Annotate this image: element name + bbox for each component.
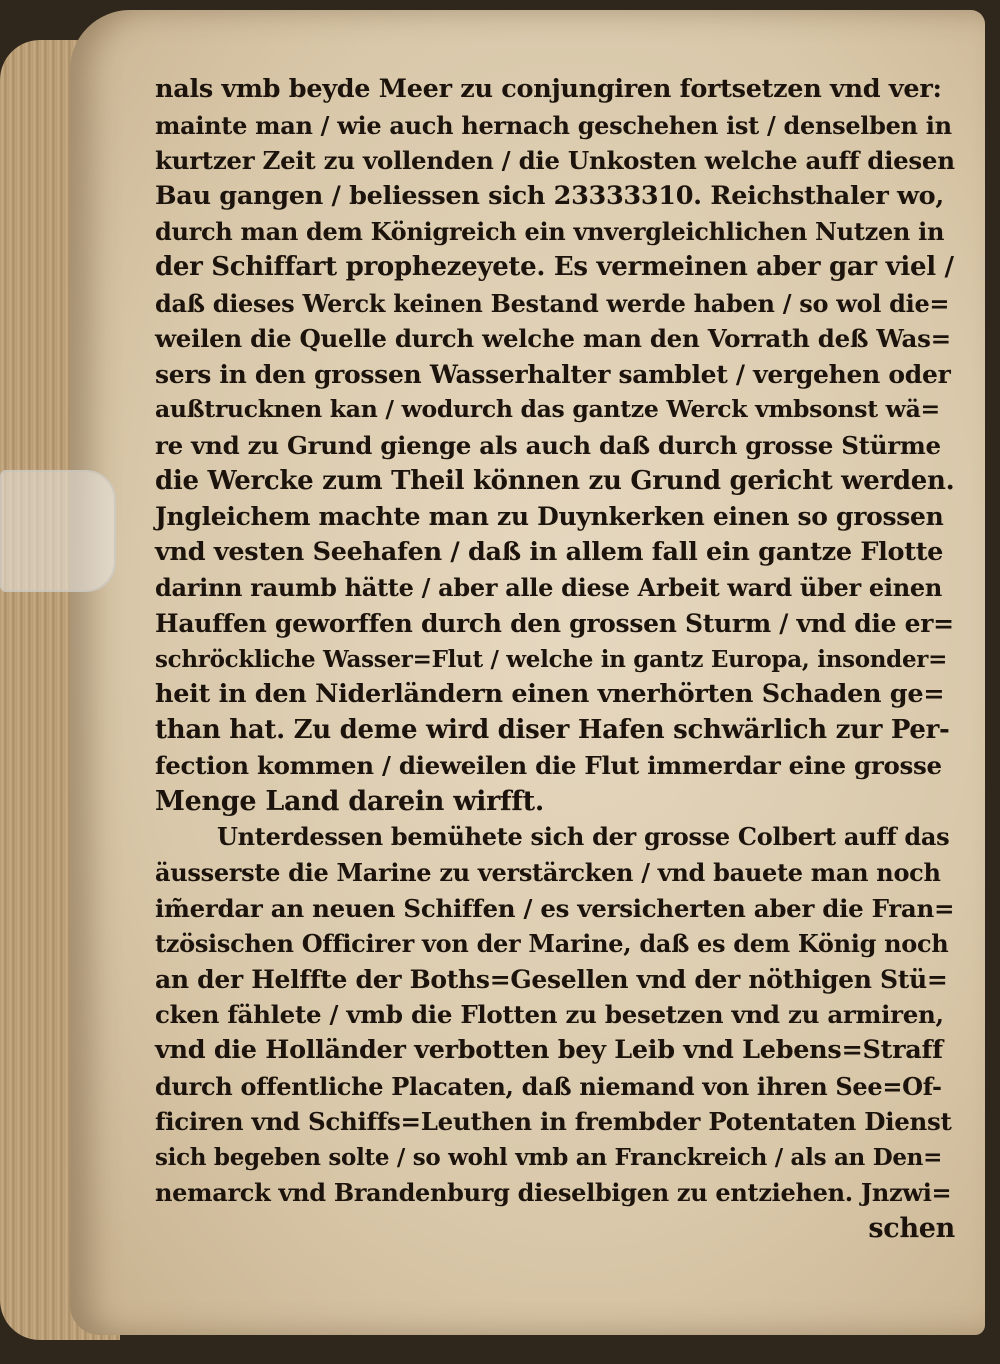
- text-line: nemarck vnd Brandenburg dieselbigen zu entziehen. Jnzwi=: [155, 1178, 952, 1208]
- text-line: sers in den grossen Wasserhalter samblet / vergehen oder: [155, 359, 951, 389]
- text-line: der Schiffart prophezeyete. Es vermeinen aber gar viel /: [155, 251, 954, 282]
- text-line: durch offentliche Placaten, daß niemand von ihren See=Of-: [155, 1071, 942, 1101]
- text-line: Unterdessen bemühete sich der grosse Colbert auff das: [217, 822, 950, 852]
- text-line: mainte man / wie auch hernach geschehen ist / denselben in: [155, 110, 952, 140]
- text-line: durch man dem Königreich ein vnvergleichlichen Nutzen in: [155, 217, 945, 247]
- text-line: Hauffen geworffen durch den grossen Sturm / vnd die er=: [155, 608, 954, 638]
- text-line: Jngleichem machte man zu Duynkerken einen so grossen: [155, 502, 944, 532]
- text-line: sich begeben solte / so wohl vmb an Franckreich / als an Den=: [155, 1143, 943, 1171]
- text-line: schröckliche Wasser=Flut / welche in gantz Europa, insonder=: [155, 645, 948, 673]
- text-line: kurtzer Zeit zu vollenden / die Unkosten welche auff diesen: [155, 146, 955, 176]
- text-line: daß dieses Werck keinen Bestand werde haben / so wol die=: [155, 288, 950, 318]
- text-line: nals vmb beyde Meer zu conjungiren fortsetzen vnd ver:: [155, 74, 942, 104]
- text-line: heit in den Niderländern einen vnerhörten Schaden ge=: [155, 679, 945, 710]
- text-line: außtrucknen kan / wodurch das gantze Werck vmbsonst wä=: [155, 395, 940, 424]
- text-line: tzösischen Officirer von der Marine, daß es dem König noch: [155, 929, 949, 959]
- text-line: ficiren vnd Schiffs=Leuthen in frembder Potentaten Dienst: [155, 1107, 952, 1137]
- body-text: [155, 72, 955, 1247]
- text-line: re vnd zu Grund gienge als auch daß durch grosse Stürme: [155, 430, 941, 460]
- text-line: darinn raumb hätte / aber alle diese Arbeit ward über einen: [155, 573, 942, 603]
- text-line: weilen die Quelle durch welche man den Vorrath deß Was=: [155, 324, 951, 354]
- text-line: fection kommen / dieweilen die Flut immerdar eine grosse: [155, 751, 942, 781]
- text-line: äusserste die Marine zu verstärcken / vnd bauete man noch: [155, 858, 941, 888]
- text-line: vnd die Holländer verbotten bey Leib vnd Lebens=Straff: [155, 1035, 943, 1066]
- text-line: than hat. Zu deme wird diser Hafen schwärlich zur Per-: [155, 714, 950, 745]
- text-line: an der Helffte der Boths=Gesellen vnd der nöthigen Stü=: [155, 964, 948, 994]
- page-clip: [0, 470, 116, 592]
- catchword: schen: [868, 1213, 955, 1244]
- text-line: Bau gangen / beliessen sich 23333310. Reichsthaler wo,: [155, 180, 944, 211]
- text-line: die Wercke zum Theil können zu Grund gericht werden.: [155, 465, 955, 496]
- text-line: vnd vesten Seehafen / daß in allem fall ein gantze Flotte: [155, 536, 944, 567]
- text-line: cken fählete / vmb die Flotten zu besetzen vnd zu armiren,: [155, 1000, 944, 1030]
- text-line: Menge Land darein wirfft.: [155, 785, 544, 817]
- text-line: im̃erdar an neuen Schiffen / es versicherten aber die Fran=: [155, 893, 955, 923]
